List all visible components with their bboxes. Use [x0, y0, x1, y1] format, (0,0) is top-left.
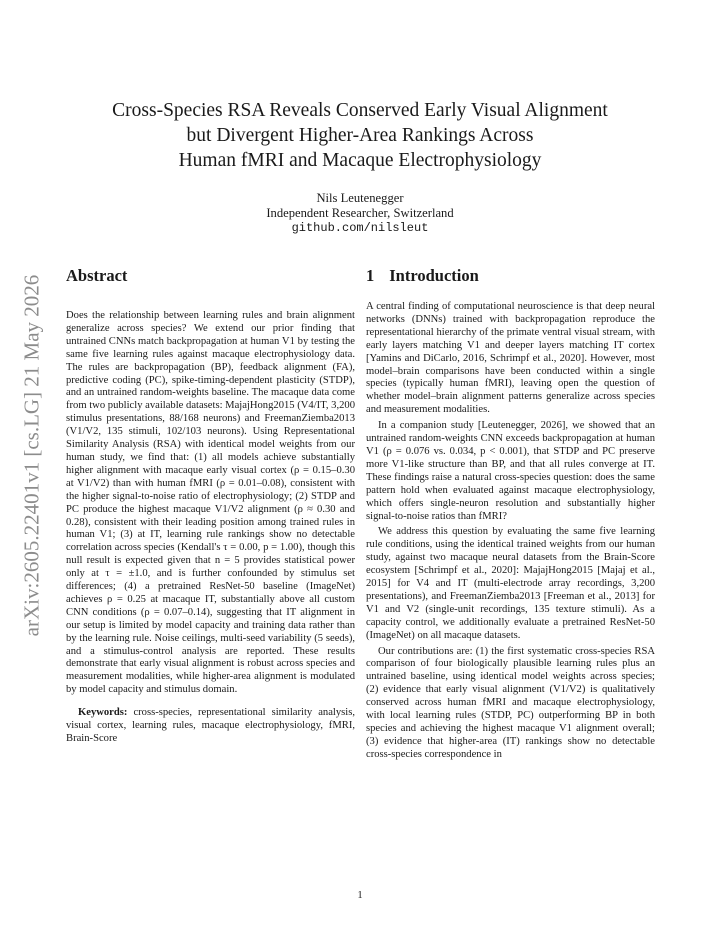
title-line: Human fMRI and Macaque Electrophysiology — [178, 150, 542, 171]
abstract-body — [66, 310, 355, 746]
author-affiliation: Independent Researcher, Switzerland — [266, 206, 454, 220]
page-number: 1 — [357, 890, 363, 901]
abstract-heading: Abstract — [66, 266, 128, 285]
introduction-heading — [366, 266, 655, 286]
title-line: Cross-Species RSA Reveals Conserved Early Visual Alignment — [112, 100, 608, 121]
paper-title — [90, 98, 630, 173]
author-block — [160, 191, 560, 236]
intro-paragraph: Our contributions are: (1) the first systematic cross-species RSA comparison of four biologically plausible learning rules plus an untrained baseline, using identical model weights across species; (2) evidence that early visual alignment (V1/V2) is qualitatively conserved across human fMRI and macaque electrophysiology, with local learning rules (STDP, PC) outperforming BP in both species and achieving the highest macaque V1 alignment overall; (3) evidence that higher-area (IT) rankings show no detectable cross-species correspondence in — [366, 645, 655, 760]
left-column — [66, 266, 355, 746]
keywords-text: cross-species, representational similarity analysis, visual cortex, learning rules, macaque electrophysiology, fMRI, Brain-Score — [66, 707, 355, 744]
keywords-line — [66, 707, 355, 746]
title-line: but Divergent Higher-Area Rankings Across — [186, 125, 534, 146]
abstract-text: Does the relationship between learning rules and brain alignment generalize across species? We extend our prior finding that untrained CNNs match backpropagation at human V1 by testing the same five learning rules against macaque electrophysiology data. The rules are backpropagation (BP), feedback alignment (FA), predictive coding (PC), spike-timing-dependent plasticity (STDP), and an untrained random-weights baseline. The macaque data come from two publicly available datasets: MajajHong2015 (V4/IT, 3,200 stimulus presentations, 88/168 neurons) and FreemanZiemba2013 (V1/V2, 135 stimuli, 102/103 neurons). Using Representational Similarity Analysis (RSA) with identical model weights from our human study, we find that: (1) all models achieve substantially higher alignment with macaque early visual cortex (ρ = 0.15–0.30 at V1/V2) than with human fMRI (ρ = 0.01–0.08), consistent with the higher signal-to-noise ratio of electrophysiology; (2) STDP and PC produce the highest macaque V1/V2 alignment (ρ ≈ 0.30 and 0.28), consistent with their leading position among trained rules in human V1; (3) at IT, learning rule rankings show no detectable correlation across species (Kendall's τ = 0.00, p = 1.00), though this null result is expected given that n = 5 provides statistical power only at τ = ±1.0, and is further confounded by stimulus set differences; (4) a pretrained ResNet-50 baseline (ImageNet) achieves ρ = 0.25 at macaque IT, substantially above all custom CNN conditions (ρ = 0.07–0.14), suggesting that IT alignment in our setup is limited by model capacity and training data rather than by the learning rule. Noise ceilings, multi-seed variability (5 seeds), and a stimulus-control analysis are reported. These results demonstrate that early visual alignment is robust across species and measurement modalities, while higher-area alignment is modulated by model capacity and stimulus domain. — [66, 310, 356, 696]
section-title: Introduction — [389, 266, 479, 285]
author-name: Nils Leutenegger — [316, 191, 404, 205]
intro-paragraph: We address this question by evaluating the same five learning rule conditions, using the identical trained weights from our human study, against two macaque neural datasets from the Brain-Score ecosystem [Schrimpf et al., 2020]: MajajHong2015 [Majaj et al., 2015] for V4 and IT (multi-electrode array recordings, 3,200 presentations), and FreemanZiemba2013 [Freeman et al., 2013] for V1 and V2 (single-unit recordings, 135 texture stimuli). As a capacity control, we additionally evaluate a pretrained ResNet-50 (ImageNet) on all macaque datasets. — [366, 526, 655, 641]
intro-paragraph: In a companion study [Leutenegger, 2026], we showed that an untrained random-weights CNN exceeds backpropagation at human V1 (ρ = 0.076 vs. 0.034, p < 0.001), that STDP and PC preserve more V1-like structure than BP, and that all rules converge at IT. These findings raise a natural cross-species question: does the same pattern hold when evaluated against macaque electrophysiology, which offers single-neuron resolution and substantially higher signal-to-noise ratios than fMRI? — [366, 420, 655, 522]
author-link[interactable]: github.com/nilsleut — [291, 221, 429, 235]
arxiv-identifier — [10, 260, 54, 650]
arxiv-identifier-text: arXiv:2605.22401v1 [cs.LG] 21 May 2026 — [19, 274, 44, 636]
right-column — [366, 266, 655, 762]
introduction-body — [366, 301, 655, 762]
keywords-label: Keywords: — [78, 707, 128, 719]
section-number: 1 — [366, 266, 375, 285]
intro-paragraph: A central finding of computational neuroscience is that deep neural networks (DNNs) trained with backpropagation reproduce the representational hierarchy of the primate ventral visual stream, with early layers matching V1 and deeper layers matching IT cortex [Yamins and DiCarlo, 2016, Schrimpf et al., 2020]. However, most model–brain comparisons have been conducted within a single species (typically human fMRI), leaving open the question of whether model–brain alignment patterns generalize across species and measurement modalities. — [366, 301, 655, 416]
